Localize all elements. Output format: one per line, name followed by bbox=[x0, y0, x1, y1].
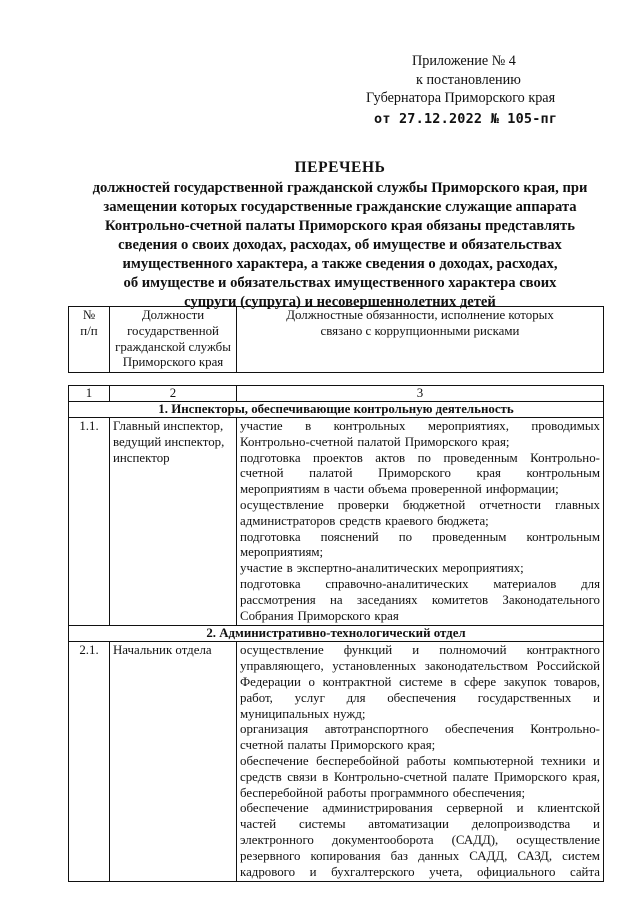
title-subtitle bbox=[40, 179, 635, 312]
duty-line: бесперебойной работы программного обеспечения; bbox=[240, 785, 526, 800]
duty-line: обеспечение бесперебойной работы компьютерной техники и bbox=[240, 753, 600, 768]
position-line: Начальник отдела bbox=[113, 643, 212, 658]
section-header-row bbox=[69, 402, 604, 418]
title-line: супруги (супруга) и несовершеннолетних детей bbox=[184, 294, 496, 310]
header-col-duties: Должностные обязанности, исполнение которых связано с коррупционными рисками bbox=[237, 307, 604, 373]
duty-line: частей системы автоматизации делопроизводства и bbox=[240, 817, 600, 832]
title-line: должностей государственной гражданской службы Приморского края, при bbox=[92, 180, 588, 196]
title-line: замещении которых государственные гражданские служащие аппарата bbox=[103, 199, 577, 215]
title-line: Контрольно-счетной палаты Приморского края обязаны представлять bbox=[105, 218, 575, 234]
positions-table bbox=[68, 385, 604, 882]
duty-line: осуществление проверки бюджетной отчетности главных bbox=[240, 497, 600, 512]
table-row bbox=[69, 418, 604, 626]
table-row bbox=[69, 642, 604, 882]
title-line: об имуществе и обязательствах имущественного характера своих bbox=[123, 275, 557, 291]
duty-line: муниципальных нужд; bbox=[240, 706, 366, 721]
duty-line: подготовка проектов актов по проведенным Контрольно- bbox=[240, 450, 600, 465]
duty-line: участие в экспертно-аналитических мероприятиях; bbox=[240, 561, 524, 576]
annex-number: Приложение № 4 bbox=[412, 53, 516, 69]
position-line: ведущий инспектор, bbox=[113, 434, 225, 449]
duty-line: организация автотранспортного обеспечения Контрольно- bbox=[240, 722, 600, 737]
title-line: имущественного характера, а также сведения о доходах, расходах, bbox=[122, 256, 558, 272]
duty-line: рассмотрения на заседаниях комитетов Законодательного bbox=[240, 592, 600, 607]
row-number: 2.1. bbox=[69, 642, 110, 882]
duty-line: осуществление функций и полномочий контрактного bbox=[240, 643, 600, 658]
duty-line: администраторов средств краевого бюджета; bbox=[240, 513, 489, 528]
row-duties bbox=[237, 418, 604, 626]
duty-line: счетной палатой Приморского края контрольным bbox=[240, 466, 600, 481]
section-title: 1. Инспекторы, обеспечивающие контрольную деятельность bbox=[69, 402, 604, 418]
position-line: Главный инспектор, bbox=[113, 419, 224, 433]
duty-line: обеспечение администрирования серверной и клиентской bbox=[240, 801, 600, 816]
row-position bbox=[110, 418, 237, 626]
column-number-3: 3 bbox=[237, 386, 604, 402]
row-position bbox=[110, 642, 237, 882]
section-header-row bbox=[69, 626, 604, 642]
duty-line: Федерации о контрактной системе в сфере закупок товаров, bbox=[240, 674, 600, 689]
document-title bbox=[40, 158, 635, 312]
header-col-number: № п/п bbox=[69, 307, 110, 373]
duty-line: электронного документооборота (САДД), осуществление bbox=[240, 832, 600, 847]
annex-date-stamp: от 27.12.2022 № 105-пг bbox=[374, 110, 558, 127]
row-number: 1.1. bbox=[69, 418, 110, 626]
duty-line: мероприятиям в части объема проверенной информации; bbox=[240, 482, 559, 497]
duty-line: работ, услуг для обеспечения государственных и bbox=[240, 690, 600, 705]
duty-line: подготовка пояснений по проведенным контрольным bbox=[240, 529, 600, 544]
duty-line: резервного копирования баз данных САДД, САЗД, систем bbox=[240, 848, 600, 863]
column-number-2: 2 bbox=[110, 386, 237, 402]
duty-line: средств связи в Контрольно-счетной палате Приморского края, bbox=[240, 769, 600, 784]
duty-line: управляющего, установленных законодательством Российской bbox=[240, 659, 600, 674]
duty-line: мероприятиям; bbox=[240, 545, 324, 560]
header-table bbox=[68, 306, 604, 373]
annex-authority: Губернатора Приморского края bbox=[366, 90, 556, 106]
annex-ref: к постановлению bbox=[416, 71, 521, 88]
duty-line: участие в контрольных мероприятиях, проводимых bbox=[240, 419, 600, 433]
duty-line: Контрольно-счетной палатой Приморского края; bbox=[240, 434, 510, 449]
column-numbers-row bbox=[69, 386, 604, 402]
duty-line: счетной палаты Приморского края; bbox=[240, 738, 436, 753]
duty-line: Собрания Приморского края bbox=[240, 608, 399, 623]
title-heading: ПЕРЕЧЕНЬ bbox=[294, 159, 386, 176]
annex-block bbox=[366, 52, 596, 128]
column-number-1: 1 bbox=[69, 386, 110, 402]
position-line: инспектор bbox=[113, 450, 170, 465]
row-duties bbox=[237, 642, 604, 882]
section-title: 2. Административно-технологический отдел bbox=[69, 626, 604, 642]
title-line: сведения о своих доходах, расходах, об имуществе и обязательствах bbox=[118, 237, 562, 253]
header-col-position: Должности государственной гражданской службы Приморского края bbox=[110, 307, 237, 373]
duty-line: подготовка справочно-аналитических материалов для bbox=[240, 576, 600, 591]
duty-line: кадрового и бухгалтерского учета, официального сайта bbox=[240, 864, 600, 879]
